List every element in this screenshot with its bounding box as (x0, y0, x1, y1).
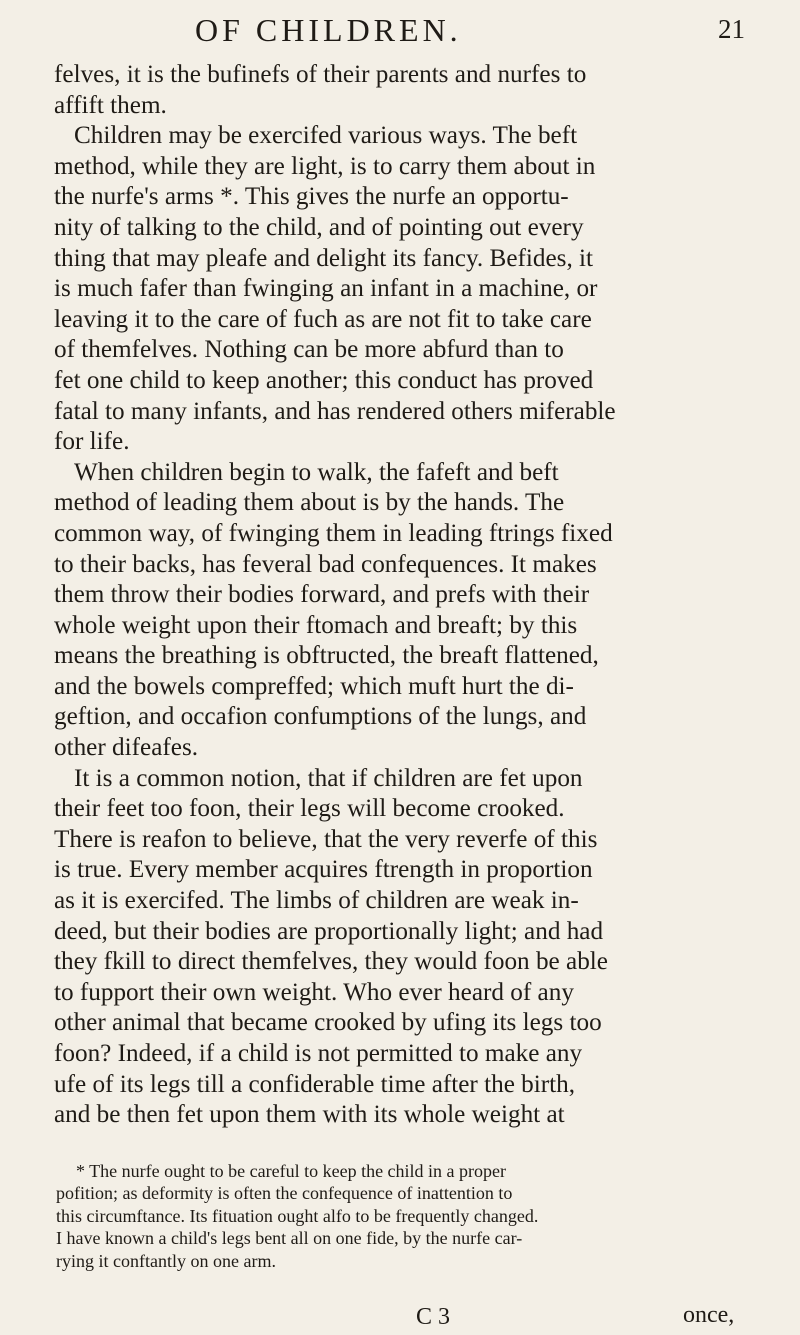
body-text (54, 60, 746, 1131)
text-line: is much fafer than fwinging an infant in a machine, or (54, 275, 598, 303)
text-line: method of leading them about is by the hands. The (54, 489, 565, 517)
text-line: their feet too foon, their legs will become crooked. (54, 795, 565, 823)
text-line: leaving it to the care of fuch as are not fit to take care (54, 305, 592, 333)
footnote-line: this circumftance. Its fituation ought alfo to be frequently changed. (56, 1205, 539, 1226)
text-line: as it is exercifed. The limbs of children are weak in- (54, 887, 579, 915)
text-line: means the breathing is obftructed, the breaft flattened, (54, 642, 599, 670)
page-number: 21 (718, 14, 745, 44)
text-line: other difeafes. (54, 734, 199, 762)
text-line: for life. (54, 428, 130, 456)
text-line: method, while they are light, is to carry them about in (54, 152, 596, 180)
signature-mark: C 3 (416, 1304, 451, 1330)
text-line: deed, but their bodies are proportionally light; and had (54, 917, 604, 945)
text-line: to their backs, has feveral bad confequences. It makes (54, 550, 597, 578)
footnote-line: pofition; as deformity is often the confequence of inattention to (56, 1183, 513, 1204)
text-line: It is a common notion, that if children are fet upon (74, 764, 583, 792)
running-head (0, 12, 800, 52)
text-line: felves, it is the bufinefs of their parents and nurfes to (54, 61, 587, 88)
text-line: geftion, and occafion confumptions of the lungs, and (54, 703, 587, 731)
text-line: the nurfe's arms *. This gives the nurfe an opportu- (54, 183, 569, 211)
running-title: OF CHILDREN. (195, 12, 462, 48)
text-line: ufe of its legs till a confiderable time after the birth, (54, 1070, 576, 1098)
text-line: affift them. (54, 91, 167, 119)
text-line: foon? Indeed, if a child is not permitted to make any (54, 1040, 583, 1067)
text-line: of themfelves. Nothing can be more abfurd than to (54, 336, 564, 364)
catchword: once, (683, 1302, 735, 1328)
text-line: fet one child to keep another; this conduct has proved (54, 366, 594, 394)
text-line: and be then fet upon them with its whole weight at (54, 1101, 565, 1129)
footnote-line: rying it conftantly on one arm. (56, 1250, 276, 1271)
text-line: nity of talking to the child, and of pointing out every (54, 213, 584, 241)
text-line: Children may be exercifed various ways. The beft (74, 122, 578, 150)
text-line: is true. Every member acquires ftrength in proportion (54, 856, 593, 884)
text-line: common way, of fwinging them in leading ftrings fixed (54, 519, 613, 547)
footnote-line: * The nurfe ought to be careful to keep the child in a proper (76, 1161, 507, 1181)
text-line: fatal to many infants, and has rendered others miferable (54, 397, 616, 425)
text-line: they fkill to direct themfelves, they would foon be able (54, 948, 608, 976)
text-line: them throw their bodies forward, and prefs with their (54, 581, 590, 609)
text-line: There is reafon to believe, that the very reverfe of this (54, 825, 598, 853)
text-line: other animal that became crooked by ufing its legs too (54, 1009, 602, 1037)
text-line: When children begin to walk, the fafeft and beft (74, 458, 559, 486)
text-line: whole weight upon their ftomach and breaft; by this (54, 611, 578, 639)
footnote (56, 1160, 748, 1272)
text-line: to fupport their own weight. Who ever heard of any (54, 978, 574, 1006)
text-line: thing that may pleafe and delight its fancy. Befides, it (54, 244, 594, 272)
text-line: and the bowels compreffed; which muft hurt the di- (54, 672, 574, 700)
footnote-line: I have known a child's legs bent all on one fide, by the nurfe car- (56, 1228, 523, 1249)
